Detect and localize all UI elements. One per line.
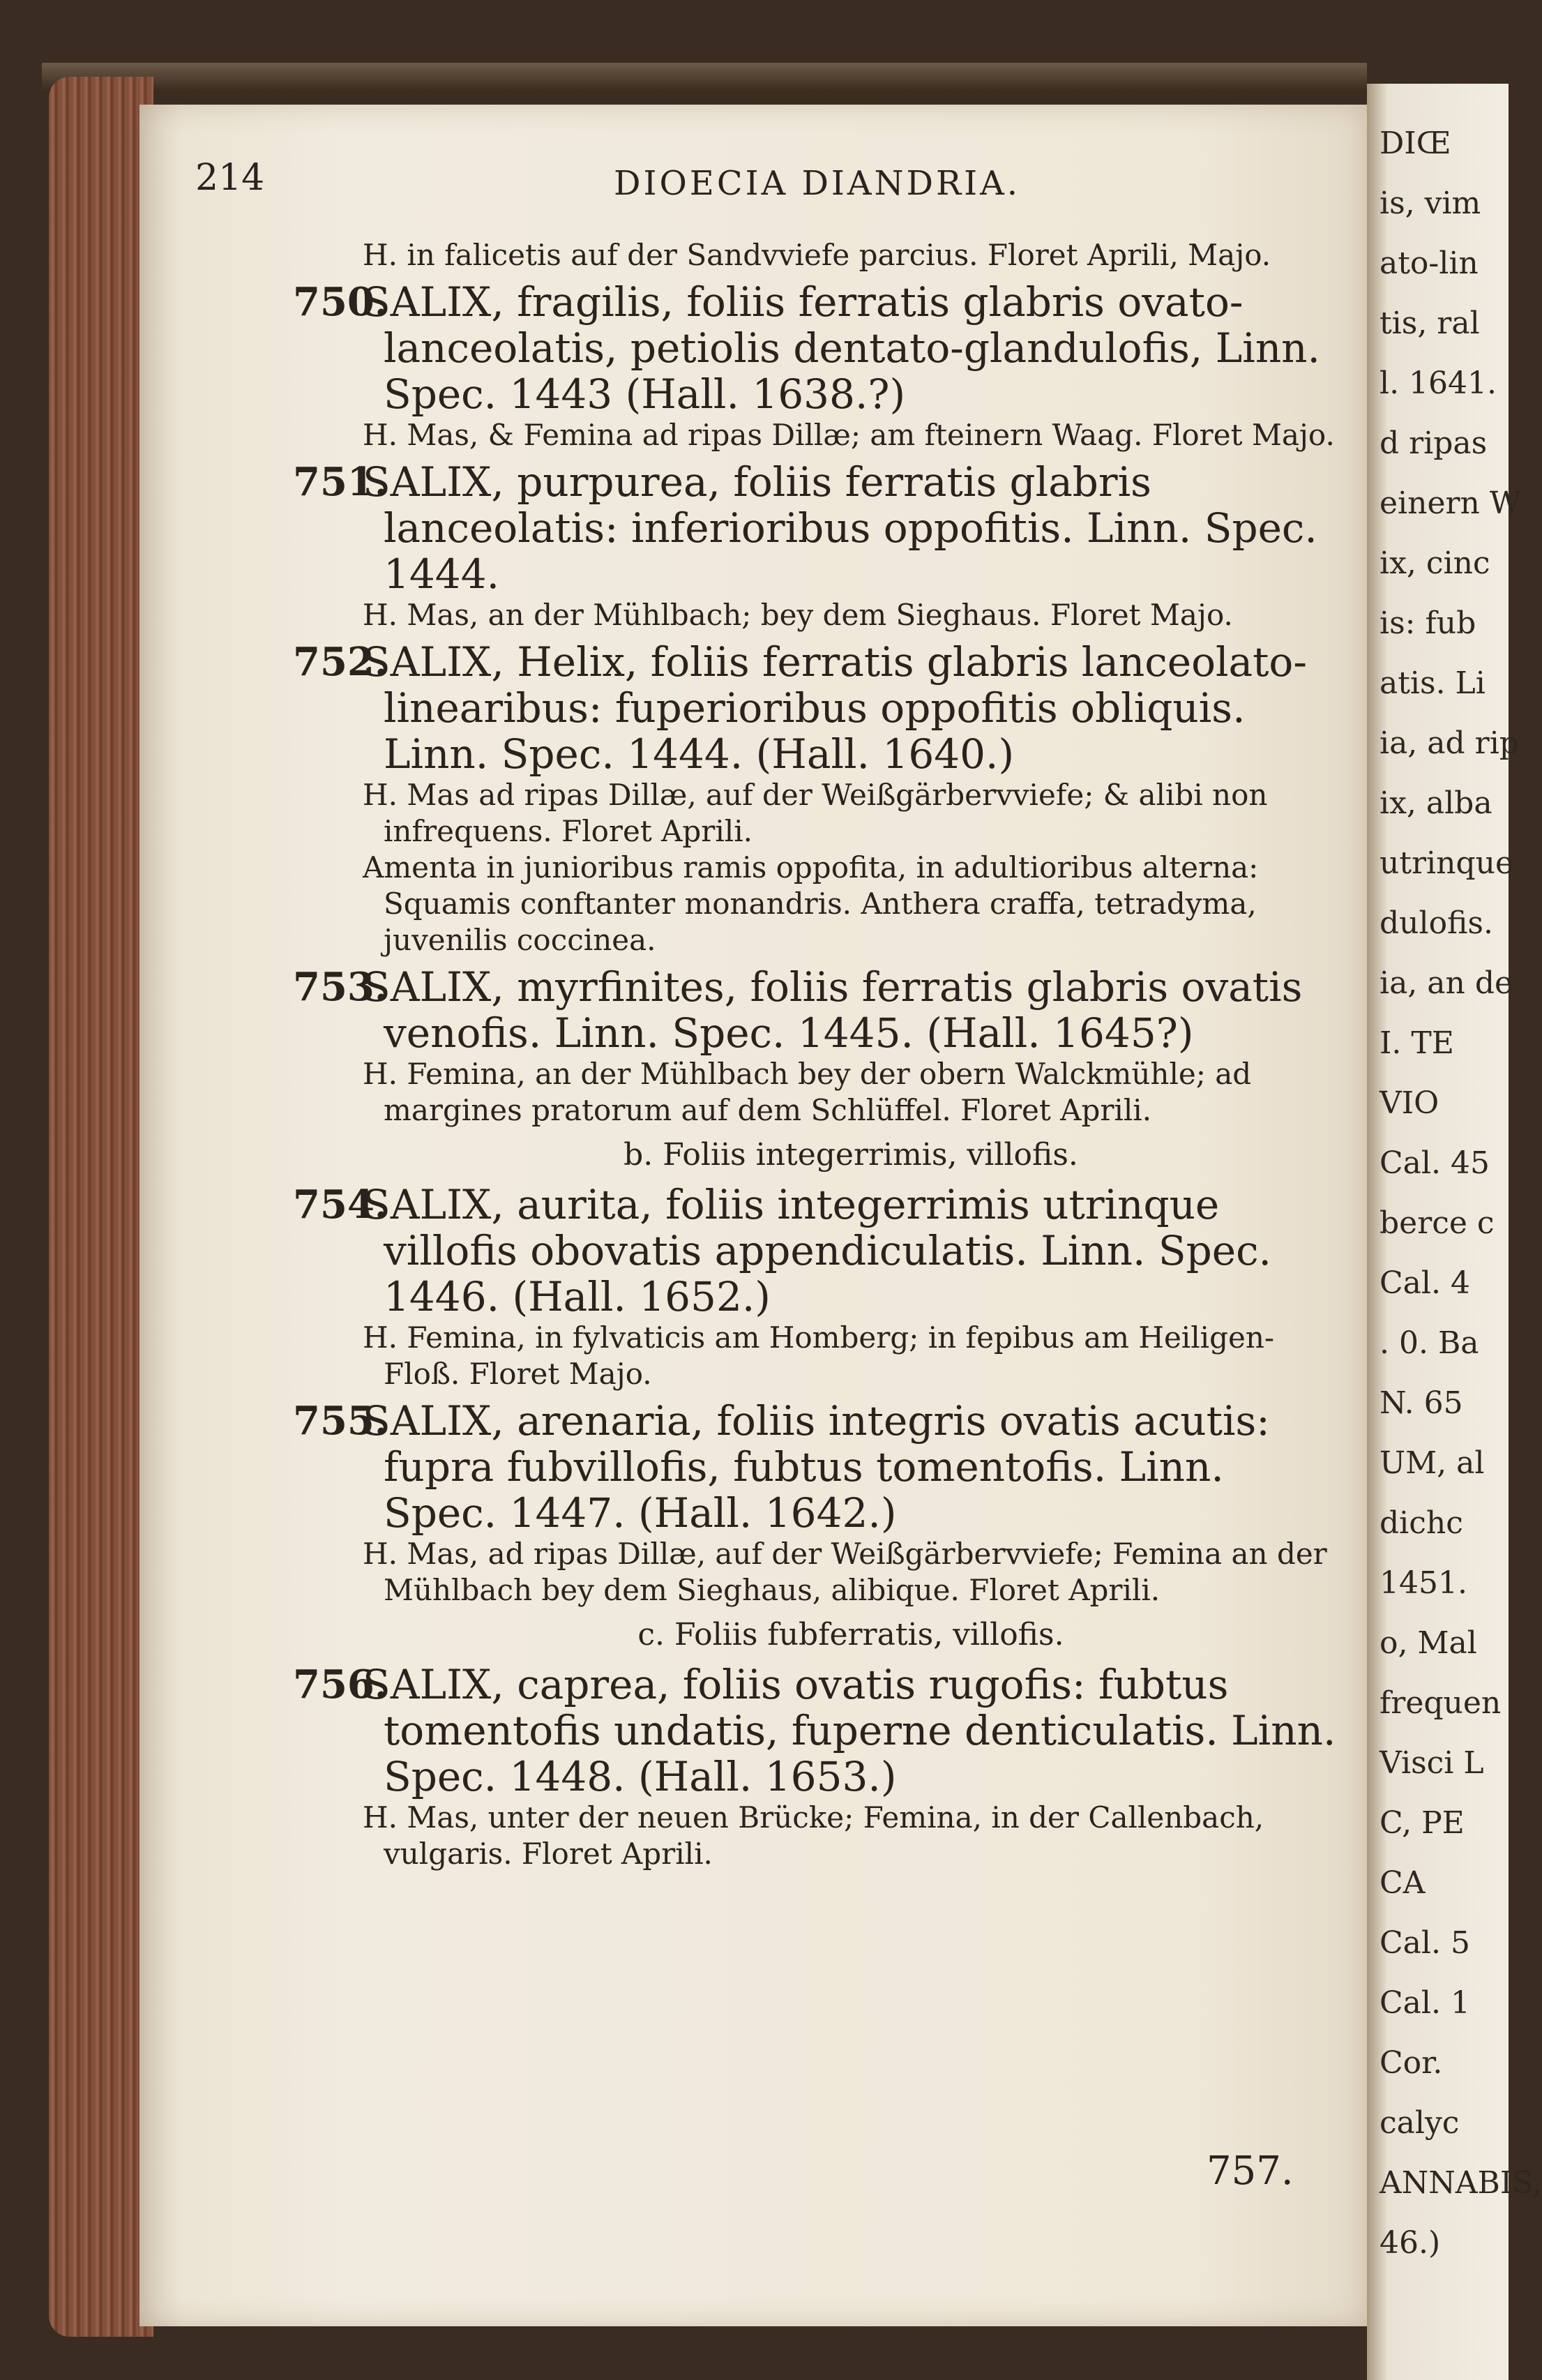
facing-page-fragment: tis, ral [1380,306,1480,341]
facing-page-edge [1367,84,1542,2380]
habitat-note: H. Mas, unter der neuen Brücke; Femina, in der Callenbach, vulgaris. Floret Aprili. [363,1800,1264,1871]
entry-number: 750. [293,279,388,325]
species-description: SALIX, fragilis, foliis ferratis glabris ovato-lanceolatis, petiolis dentato-glandulofis, Linn. Spec. 1443 (Hall. 1638.?) [363,278,1320,418]
facing-page-fragment: ia, ad rip [1380,725,1519,761]
species-description: SALIX, arenaria, foliis integris ovatis acutis: fupra fubvillofis, fubtus tomentofis. Linn. Spec. 1447. (Hall. 1642.) [363,1397,1270,1537]
entry-number: 754. [293,1182,388,1228]
species-entry [363,237,1339,273]
species-entry [293,1397,1339,1655]
facing-page-fragment: VIO [1380,1085,1439,1121]
page-header [195,157,1325,213]
facing-page-fragment: Cal. 45 [1380,1145,1490,1181]
facing-page-fragment: is: fub [1380,605,1476,641]
facing-page-fragment: calyc [1380,2105,1460,2141]
facing-page-fragment: 46.) [1380,2225,1441,2261]
facing-page-fragment: ia, an de [1380,965,1513,1001]
species-description: SALIX, purpurea, foliis ferratis glabris lanceolatis: inferioribus oppofitis. Linn. Spec. 1444. [363,458,1317,598]
species-entry [293,278,1339,453]
habitat-note: H. in falicetis auf der Sandvviefe parcius. Floret Aprili, Majo. [363,238,1271,272]
habitat-note: H. Mas, ad ripas Dillæ, auf der Weißgärbervviefe; Femina an der Mühlbach bey dem Sieghaus, alibique. Floret Aprili. [363,1537,1327,1607]
facing-page-fragment: C, PE [1380,1805,1465,1841]
variety-heading: c. Foliis fubferratis, villofis. [637,1617,1064,1652]
facing-page-fragment: utrinque [1380,845,1514,881]
facing-page-fragment: I. TE [1380,1025,1454,1061]
facing-page-fragment: Cor. [1380,2045,1443,2081]
entry-number: 755. [293,1398,388,1444]
facing-page-fragment: N. 65 [1380,1385,1463,1421]
species-description: SALIX, Helix, foliis ferratis glabris lanceolato-linearibus: fuperioribus oppofitis obliquis. Linn. Spec. 1444. (Hall. 1640.) [363,638,1307,778]
species-entry [293,1661,1339,1872]
facing-page-fragment: Visci L [1380,1745,1484,1781]
facing-page-fragment: Cal. 4 [1380,1265,1470,1301]
species-description: SALIX, caprea, foliis ovatis rugofis: fubtus tomentofis undatis, fuperne denticulatis. Linn. Spec. 1448. (Hall. 1653.) [363,1661,1336,1800]
book-page-edges [49,77,153,2337]
facing-page-fragment: . 0. Ba [1380,1325,1479,1361]
page-number: 214 [195,157,265,199]
facing-page-fragment: einern W [1380,485,1522,521]
book-top-edge [42,63,1367,91]
habitat-note: Amenta in junioribus ramis oppofita, in adultioribus alterna: Squamis conftanter monandris. Anthera craffa, tetradyma, juvenilis coccinea. [363,850,1259,957]
facing-page-fragment: ix, cinc [1380,545,1490,581]
variety-heading: b. Foliis integerrimis, villofis. [623,1137,1078,1173]
species-entry [293,963,1339,1175]
facing-page-fragment: ix, alba [1380,785,1492,821]
facing-page-fragment: o, Mal [1380,1625,1477,1661]
habitat-note: H. Mas ad ripas Dillæ, auf der Weißgärbervviefe; & alibi non infrequens. Floret Aprili. [363,778,1268,848]
facing-page-fragment: d ripas [1380,425,1488,461]
facing-page-fragment: dichc [1380,1505,1463,1541]
facing-page-fragment: ato-lin [1380,246,1479,281]
facing-page-fragment: atis. Li [1380,665,1486,701]
page-body [293,237,1339,1878]
species-entry [293,1181,1339,1392]
entry-number: 751. [293,459,388,505]
species-entry [293,638,1339,958]
entry-number: 756. [293,1662,388,1708]
facing-page-fragment: frequen [1380,1685,1502,1721]
facing-page-fragment: UM, al [1380,1445,1485,1481]
facing-page-fragment: is, vim [1380,186,1481,221]
facing-page-fragment: 1451. [1380,1565,1467,1601]
habitat-note: H. Femina, in fylvaticis am Homberg; in fepibus am Heiligen-Floß. Floret Majo. [363,1320,1275,1391]
facing-page-fragment: berce c [1380,1205,1495,1241]
species-description: SALIX, myrfinites, foliis ferratis glabris ovatis venofis. Linn. Spec. 1445. (Hall. 1645?) [363,963,1303,1057]
habitat-note: H. Mas, & Femina ad ripas Dillæ; am fteinern Waag. Floret Majo. [363,418,1335,452]
facing-page-fragment: DIŒ [1380,126,1451,161]
running-title: DIOECIA DIANDRIA. [614,164,1021,203]
habitat-note: H. Femina, an der Mühlbach bey der obern Walckmühle; ad margines pratorum auf dem Schlüffel. Floret Aprili. [363,1057,1252,1127]
facing-page-fragment: CA [1380,1865,1426,1901]
entry-number: 752. [293,639,388,685]
facing-page-fragment: Cal. 1 [1380,1985,1470,2021]
facing-page-fragment: dulofis. [1380,905,1493,941]
entry-number: 753. [293,964,388,1010]
species-entry [293,458,1339,633]
facing-page-fragment: l. 1641. [1380,366,1497,401]
facing-page-fragment: ANNABIS, [1380,2165,1542,2201]
habitat-note: H. Mas, an der Mühlbach; bey dem Sieghaus. Floret Majo. [363,598,1233,632]
species-description: SALIX, aurita, foliis integerrimis utrinque villofis obovatis appendiculatis. Linn. Spec. 1446. (Hall. 1652.) [363,1181,1271,1320]
catchword: 757. [1207,2148,1294,2194]
facing-page-fragment: Cal. 5 [1380,1925,1470,1961]
